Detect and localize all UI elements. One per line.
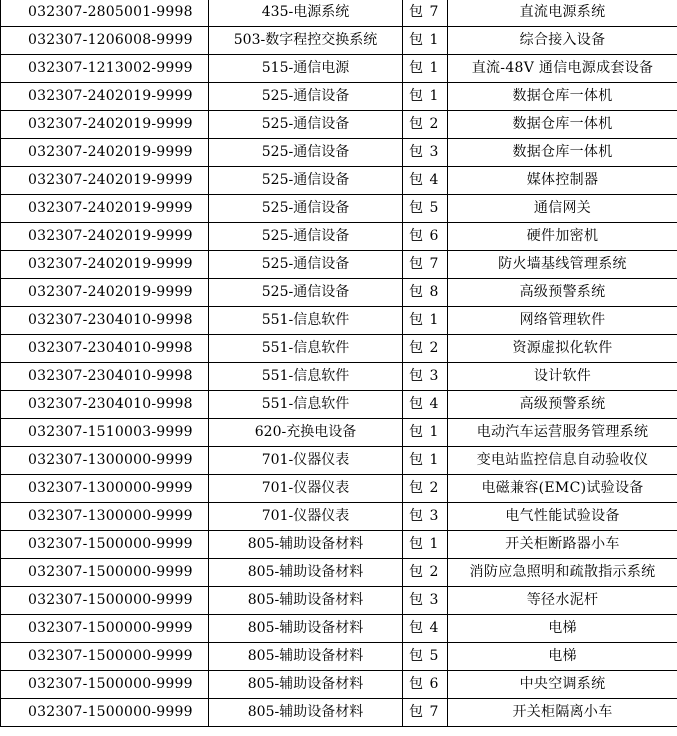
category-cell: 525-通信设备: [209, 279, 403, 307]
package-cell: 包 6: [403, 223, 448, 251]
material-code-cell: 032307-1300000-9999: [1, 475, 209, 503]
item-name-cell: 设计软件: [448, 363, 677, 391]
category-cell: 805-辅助设备材料: [209, 587, 403, 615]
category-cell: 525-通信设备: [209, 223, 403, 251]
material-code-cell: 032307-2805001-9998: [1, 0, 209, 27]
package-cell: 包 7: [403, 0, 448, 27]
package-cell: 包 1: [403, 55, 448, 83]
package-cell: 包 3: [403, 587, 448, 615]
category-cell: 805-辅助设备材料: [209, 671, 403, 699]
material-code-cell: 032307-1510003-9999: [1, 419, 209, 447]
item-name-cell: 电动汽车运营服务管理系统: [448, 419, 677, 447]
package-cell: 包 8: [403, 279, 448, 307]
category-cell: 701-仪器仪表: [209, 447, 403, 475]
table-row: [1, 307, 677, 335]
item-name-cell: 综合接入设备: [448, 27, 677, 55]
table-row: [1, 279, 677, 307]
table-row: [1, 531, 677, 559]
table-row: [1, 251, 677, 279]
item-name-cell: 开关柜隔离小车: [448, 699, 677, 727]
material-code-cell: 032307-2402019-9999: [1, 223, 209, 251]
item-name-cell: 网络管理软件: [448, 307, 677, 335]
package-cell: 包 7: [403, 251, 448, 279]
category-cell: 805-辅助设备材料: [209, 615, 403, 643]
item-name-cell: 防火墙基线管理系统: [448, 251, 677, 279]
table-row: [1, 55, 677, 83]
package-cell: 包 4: [403, 167, 448, 195]
table-row: [1, 139, 677, 167]
material-code-cell: 032307-1300000-9999: [1, 503, 209, 531]
table-row: [1, 643, 677, 671]
material-code-cell: 032307-2402019-9999: [1, 83, 209, 111]
table-row: [1, 615, 677, 643]
table-row: [1, 363, 677, 391]
item-name-cell: 数据仓库一体机: [448, 111, 677, 139]
item-name-cell: 电梯: [448, 615, 677, 643]
table-row: [1, 475, 677, 503]
table-row: [1, 419, 677, 447]
material-code-cell: 032307-1500000-9999: [1, 531, 209, 559]
table-row: [1, 83, 677, 111]
material-code-cell: 032307-2304010-9998: [1, 391, 209, 419]
package-cell: 包 2: [403, 111, 448, 139]
item-name-cell: 电梯: [448, 643, 677, 671]
material-code-cell: 032307-2402019-9999: [1, 279, 209, 307]
item-name-cell: 高级预警系统: [448, 391, 677, 419]
category-cell: 515-通信电源: [209, 55, 403, 83]
material-code-cell: 032307-1500000-9999: [1, 615, 209, 643]
category-cell: 503-数字程控交换系统: [209, 27, 403, 55]
category-cell: 551-信息软件: [209, 391, 403, 419]
item-name-cell: 通信网关: [448, 195, 677, 223]
category-cell: 805-辅助设备材料: [209, 699, 403, 727]
package-cell: 包 7: [403, 699, 448, 727]
category-cell: 525-通信设备: [209, 167, 403, 195]
material-code-cell: 032307-2304010-9998: [1, 363, 209, 391]
category-cell: 805-辅助设备材料: [209, 531, 403, 559]
package-cell: 包 3: [403, 139, 448, 167]
material-code-cell: 032307-2304010-9998: [1, 307, 209, 335]
material-code-cell: 032307-1300000-9999: [1, 447, 209, 475]
category-cell: 701-仪器仪表: [209, 503, 403, 531]
table-row: [1, 503, 677, 531]
material-code-cell: 032307-2402019-9999: [1, 167, 209, 195]
material-code-cell: 032307-1206008-9999: [1, 27, 209, 55]
package-cell: 包 3: [403, 363, 448, 391]
package-cell: 包 2: [403, 335, 448, 363]
package-cell: 包 4: [403, 391, 448, 419]
table-row: [1, 699, 677, 727]
table-row: [1, 0, 677, 27]
category-cell: 620-充换电设备: [209, 419, 403, 447]
package-cell: 包 1: [403, 307, 448, 335]
package-cell: 包 5: [403, 643, 448, 671]
category-cell: 525-通信设备: [209, 195, 403, 223]
material-code-cell: 032307-1500000-9999: [1, 587, 209, 615]
table-row: [1, 223, 677, 251]
category-cell: 551-信息软件: [209, 363, 403, 391]
item-name-cell: 等径水泥杆: [448, 587, 677, 615]
table-row: [1, 559, 677, 587]
category-cell: 525-通信设备: [209, 111, 403, 139]
category-cell: 435-电源系统: [209, 0, 403, 27]
table-row: [1, 587, 677, 615]
item-name-cell: 直流-48V 通信电源成套设备: [448, 55, 677, 83]
item-name-cell: 高级预警系统: [448, 279, 677, 307]
package-cell: 包 5: [403, 195, 448, 223]
table-row: [1, 447, 677, 475]
material-code-cell: 032307-2402019-9999: [1, 139, 209, 167]
package-cell: 包 1: [403, 27, 448, 55]
category-cell: 701-仪器仪表: [209, 475, 403, 503]
package-cell: 包 1: [403, 447, 448, 475]
item-name-cell: 数据仓库一体机: [448, 83, 677, 111]
material-code-cell: 032307-1213002-9999: [1, 55, 209, 83]
package-cell: 包 2: [403, 559, 448, 587]
material-code-cell: 032307-2304010-9998: [1, 335, 209, 363]
item-name-cell: 资源虚拟化软件: [448, 335, 677, 363]
item-name-cell: 硬件加密机: [448, 223, 677, 251]
item-name-cell: 媒体控制器: [448, 167, 677, 195]
item-name-cell: 电磁兼容(EMC)试验设备: [448, 475, 677, 503]
material-code-cell: 032307-2402019-9999: [1, 195, 209, 223]
category-cell: 525-通信设备: [209, 251, 403, 279]
category-cell: 805-辅助设备材料: [209, 643, 403, 671]
category-cell: 525-通信设备: [209, 83, 403, 111]
package-cell: 包 4: [403, 615, 448, 643]
item-name-cell: 中央空调系统: [448, 671, 677, 699]
package-cell: 包 2: [403, 475, 448, 503]
package-cell: 包 1: [403, 83, 448, 111]
table-row: [1, 671, 677, 699]
package-cell: 包 6: [403, 671, 448, 699]
material-code-cell: 032307-1500000-9999: [1, 643, 209, 671]
material-code-cell: 032307-2402019-9999: [1, 111, 209, 139]
table-body: [1, 0, 677, 727]
item-name-cell: 直流电源系统: [448, 0, 677, 27]
category-cell: 551-信息软件: [209, 335, 403, 363]
table-row: [1, 335, 677, 363]
package-cell: 包 1: [403, 419, 448, 447]
item-name-cell: 开关柜断路器小车: [448, 531, 677, 559]
item-name-cell: 数据仓库一体机: [448, 139, 677, 167]
material-code-cell: 032307-2402019-9999: [1, 251, 209, 279]
table-row: [1, 27, 677, 55]
package-cell: 包 1: [403, 531, 448, 559]
table-row: [1, 111, 677, 139]
material-code-cell: 032307-1500000-9999: [1, 559, 209, 587]
material-code-cell: 032307-1500000-9999: [1, 671, 209, 699]
category-cell: 805-辅助设备材料: [209, 559, 403, 587]
material-code-cell: 032307-1500000-9999: [1, 699, 209, 727]
item-name-cell: 消防应急照明和疏散指示系统: [448, 559, 677, 587]
item-name-cell: 变电站监控信息自动验收仪: [448, 447, 677, 475]
category-cell: 525-通信设备: [209, 139, 403, 167]
table-row: [1, 167, 677, 195]
table-row: [1, 391, 677, 419]
category-cell: 551-信息软件: [209, 307, 403, 335]
package-cell: 包 3: [403, 503, 448, 531]
table-row: [1, 195, 677, 223]
item-name-cell: 电气性能试验设备: [448, 503, 677, 531]
